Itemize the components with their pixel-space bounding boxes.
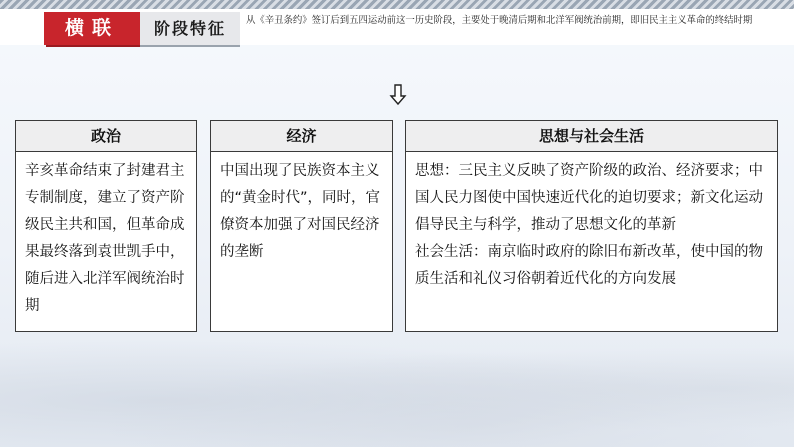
top-stripe <box>0 0 794 9</box>
panel-text: 中国出现了民族资本主义的“黄金时代”，同时，官僚资本加强了对国民经济的垄断 <box>220 163 381 260</box>
section-tag: 横联 <box>44 12 140 45</box>
panel-body <box>406 152 777 293</box>
section-description: 从《辛丑条约》签订后到五四运动前这一历史阶段，主要处于晚清后期和北洋军阀统治前期，即旧民主主义革命的终结时期 <box>246 15 753 26</box>
section-title: 阶段特征 <box>140 12 240 47</box>
panel-text: 辛亥革命结束了封建君主专制制度，建立了资产阶级民主共和国，但革命成果最终落到袁世凯手中，随后进入北洋军阀统治时期 <box>25 163 185 314</box>
panel-thought-society <box>405 120 778 332</box>
panel-body <box>16 152 196 320</box>
panel-text-thought: 思想：三民主义反映了资产阶级的政治、经济要求；中国人民力图使中国快速近代化的迫切要求；新文化运动倡导民主与科学，推动了思想文化的革新 <box>415 163 763 233</box>
panel-politics <box>15 120 197 332</box>
panel-heading: 经济 <box>211 121 392 152</box>
panel-heading: 政治 <box>16 121 196 152</box>
panel-economy <box>210 120 393 332</box>
panel-heading: 思想与社会生活 <box>406 121 777 152</box>
panel-body <box>211 152 392 266</box>
down-arrow-icon <box>389 84 407 106</box>
background-texture <box>0 330 794 447</box>
panel-text-society: 社会生活：南京临时政府的除旧布新改革，使中国的物质生活和礼仪习俗朝着近代化的方向发展 <box>415 244 763 287</box>
